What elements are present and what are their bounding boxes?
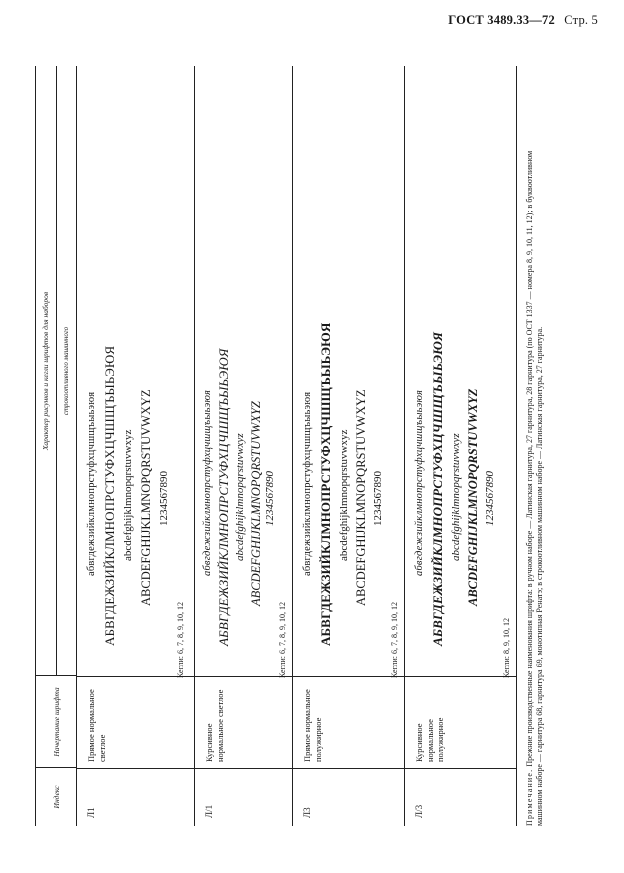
- sample-cyrillic-upper: АБВГДЕЖЗИЙКЛМНОПРСТУФХЦЧШЩЪЫЬЭЮЯ: [430, 331, 445, 646]
- row-face: Прямое нормальное полужирное: [292, 676, 404, 768]
- sample-latin-upper: ABCDEFGHIJKLMNOPQRSTUVWXYZ: [139, 389, 153, 606]
- sample-sizes: Кегли: 6, 7, 8, 9, 10, 12: [390, 602, 399, 678]
- header-group: [36, 66, 76, 676]
- sample-latin-lower: abcdefghijklmnopqrstuvwxyz: [338, 429, 350, 561]
- row-index: Л1: [76, 768, 194, 826]
- sample-digits: 1234567890: [372, 471, 384, 526]
- row-face: Курсивное нормальное светлое: [194, 676, 292, 768]
- font-sample: [76, 66, 194, 676]
- page-header: [448, 13, 598, 28]
- row-index: Л/1: [194, 768, 292, 826]
- standard-number: ГОСТ 3489.33—72: [448, 13, 555, 27]
- sample-latin-lower: abcdefghijklmnopqrstuvwxyz: [234, 433, 246, 561]
- table-header: [36, 66, 77, 826]
- sample-latin-lower: abcdefghijklmnopqrstuvwxyz: [450, 433, 462, 561]
- sample-latin-upper: ABCDEFGHIJKLMNOPQRSTUVWXYZ: [466, 388, 480, 606]
- font-sample: [194, 66, 292, 676]
- table-row: [292, 66, 405, 826]
- sample-digits: 1234567890: [264, 471, 276, 526]
- sample-digits: 1234567890: [158, 471, 170, 526]
- sample-latin-upper: ABCDEFGHIJKLMNOPQRSTUVWXYZ: [249, 401, 263, 606]
- page-number: Стр. 5: [564, 13, 598, 27]
- row-index: Л/3: [404, 768, 516, 826]
- header-index: Индекс: [36, 767, 76, 826]
- sample-cyrillic-lower: абвгдежзийклмнопрстуфхцчшщъыьэюя: [302, 391, 313, 576]
- header-subcolumn: строкоотливного машинного: [62, 326, 70, 416]
- sample-cyrillic-lower: абвгдежзийклмнопрстуфхцчшщъыьэюя: [86, 391, 97, 576]
- sample-latin-lower: abcdefghijklmnopqrstuvwxyz: [122, 429, 134, 561]
- font-sample: [292, 66, 404, 676]
- footnote: [525, 126, 546, 826]
- footnote-text: Прежние производственные наименования шрифта: в ручном наборе — Латинская гарнитура, 27 гарнитура, 28 гарнитура (по ОСТ 1337 — номера 8, 9, 10, 11, 12); в буквоотливном машинном наборе — гарнитура 68, гарнитура 69, монотипная Ренатэ; в строкоотливном машинном наборе — Латинская гарнитура, 27 гарнитура.: [525, 150, 545, 826]
- row-face: Прямое нормальное светлое: [76, 676, 194, 768]
- landscape-content: [38, 66, 608, 826]
- rotated-table-area: [38, 66, 608, 826]
- table-row: [404, 66, 516, 826]
- font-sample: [404, 66, 516, 676]
- table-row: [76, 66, 195, 826]
- sample-cyrillic-lower: абвгдежзийклмнопрстуфхцчшщъыьэюя: [202, 389, 213, 576]
- font-table: [35, 66, 517, 826]
- row-index: Л3: [292, 768, 404, 826]
- footnote-label: Примечание.: [525, 768, 534, 826]
- table-row: [194, 66, 293, 826]
- row-face: Курсивное нормальное полужирное: [404, 676, 516, 768]
- sample-sizes: Кегли: 8, 9, 10, 12: [502, 618, 511, 678]
- header-group-title: Характер рисунков и кегли шрифтов для наборов: [36, 66, 57, 676]
- sample-cyrillic-upper: АБВГДЕЖЗИЙКЛМНОПРСТУФХЦЧШЩЪЫЬЭЮЯ: [102, 345, 117, 646]
- sample-sizes: Кегли: 6, 7, 8, 9, 10, 12: [278, 602, 287, 678]
- sample-digits: 1234567890: [484, 471, 496, 526]
- sample-latin-upper: ABCDEFGHIJKLMNOPQRSTUVWXYZ: [354, 389, 368, 606]
- sample-cyrillic-upper: АБВГДЕЖЗИЙКЛМНОПРСТУФХЦЧШЩЪЫЬЭЮЯ: [318, 322, 333, 646]
- sample-sizes: Кегли: 6, 7, 8, 9, 10, 12: [176, 602, 185, 678]
- header-face: Начертание шрифта: [36, 675, 76, 768]
- sample-cyrillic-upper: АБВГДЕЖЗИЙКЛМНОПРСТУФХЦЧШЩЪЫЬЭЮЯ: [216, 348, 231, 646]
- sample-cyrillic-lower: абвгдежзийклмнопрстуфхцчшщъыьэюя: [414, 389, 425, 576]
